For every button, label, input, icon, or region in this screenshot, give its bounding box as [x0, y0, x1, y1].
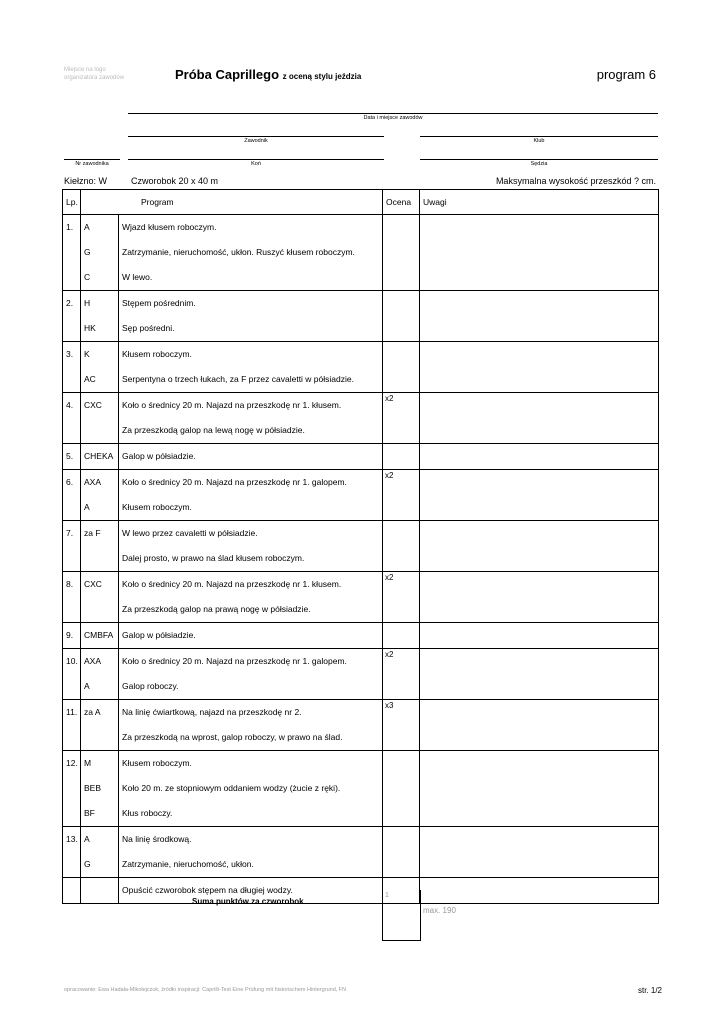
row-number — [63, 572, 81, 623]
row-number — [63, 521, 81, 572]
score-multiplier: x3 — [385, 701, 394, 710]
score-cell[interactable] — [383, 470, 420, 521]
arena-letter — [81, 546, 118, 571]
table-row — [63, 342, 659, 393]
program-text: W lewo przez cavaletti w półsiadzie. — [122, 528, 258, 538]
score-cell[interactable] — [383, 215, 420, 291]
arena-letter: A — [84, 834, 90, 844]
table-row — [63, 827, 659, 878]
row-letters — [81, 623, 119, 649]
row-number-text: 13. — [66, 834, 78, 844]
row-number — [63, 470, 81, 521]
table-row — [63, 215, 659, 291]
row-program — [119, 623, 383, 649]
score-multiplier — [383, 827, 419, 828]
notes-cell[interactable] — [420, 215, 659, 291]
program-text: Za przeszkodą na wprost, galop roboczy, w prawo na ślad. — [122, 732, 343, 742]
program-text: Kłusem roboczym. — [122, 758, 192, 768]
arena-info: Czworobok 20 x 40 m — [131, 176, 219, 186]
score-cell[interactable] — [383, 521, 420, 572]
arena-letter: CMBFA — [84, 630, 114, 640]
arena-letter: G — [84, 247, 91, 257]
row-number-text: 8. — [66, 579, 74, 589]
arena-letter: BF — [84, 808, 95, 818]
row-number-text: 10. — [66, 656, 78, 666]
title-subtitle: z oceną stylu jeździa — [282, 72, 362, 81]
row-letters — [81, 470, 119, 521]
program-text: Zatrzymanie, nieruchomość, ukłon. — [122, 859, 254, 869]
notes-cell[interactable] — [420, 521, 659, 572]
score-cell[interactable] — [383, 751, 420, 827]
arena-letter — [81, 597, 118, 622]
row-number-text — [63, 878, 80, 903]
row-number — [63, 444, 81, 470]
score-cell[interactable] — [383, 700, 420, 751]
arena-letter: M — [84, 758, 92, 768]
page-number: str. 1/2 — [637, 986, 662, 995]
row-program — [119, 572, 383, 623]
score-cell[interactable] — [383, 827, 420, 878]
row-program — [119, 751, 383, 827]
arena-letter: BEB — [84, 783, 102, 793]
arena-letter: za A — [84, 707, 101, 717]
arena-letter: A — [84, 222, 90, 232]
program-text: W lewo. — [122, 272, 153, 282]
judge-label: Sędzia — [530, 161, 548, 167]
row-letters — [81, 751, 119, 827]
table-row — [63, 572, 659, 623]
program-text: Kłus roboczy. — [122, 808, 173, 818]
logo-placeholder: Miejsce na logo organizatora zawodów — [64, 67, 125, 81]
row-number-text: 9. — [66, 630, 74, 640]
row-number — [63, 827, 81, 878]
table-row — [63, 291, 659, 342]
arena-letter: AXA — [84, 477, 102, 487]
horse-line — [128, 159, 384, 160]
arena-letter: C — [84, 272, 91, 282]
row-number — [63, 878, 81, 904]
page-title — [175, 67, 361, 82]
max-height-info: Maksymalna wysokość przeszkód ? cm. — [495, 176, 656, 186]
notes-cell[interactable] — [420, 342, 659, 393]
date-place-label: Data i miejsce zawodów — [363, 115, 423, 121]
rider-label: Zawodnik — [244, 138, 268, 144]
row-program — [119, 470, 383, 521]
row-letters — [81, 215, 119, 291]
table-row — [63, 878, 659, 904]
notes-cell[interactable] — [420, 444, 659, 470]
row-letters — [81, 521, 119, 572]
arena-letter: G — [84, 859, 91, 869]
row-number — [63, 342, 81, 393]
score-cell[interactable] — [383, 649, 420, 700]
notes-cell[interactable] — [420, 827, 659, 878]
program-text: Sęp pośredni. — [122, 323, 175, 333]
table-row — [63, 623, 659, 649]
arena-letter: AC — [84, 374, 96, 384]
notes-cell[interactable] — [420, 470, 659, 521]
table-row — [63, 521, 659, 572]
program-text: Koło o średnicy 20 m. Najazd na przeszkodę nr 1. galopem. — [122, 477, 347, 487]
arena-letter: K — [84, 349, 90, 359]
row-program — [119, 215, 383, 291]
title-main: Próba Caprillego — [175, 67, 280, 82]
notes-cell[interactable] — [420, 623, 659, 649]
notes-cell[interactable] — [420, 700, 659, 751]
score-cell[interactable] — [383, 342, 420, 393]
arena-letter: za F — [84, 528, 101, 538]
arena-letter: CXC — [84, 400, 102, 410]
row-number-text: 1. — [66, 222, 74, 232]
arena-letter — [81, 418, 118, 443]
row-letters — [81, 342, 119, 393]
row-program — [119, 700, 383, 751]
row-letters — [81, 444, 119, 470]
program-text: Koło o średnicy 20 m. Najazd na przeszkodę nr 1. kłusem. — [122, 579, 342, 589]
program-text: Zatrzymanie, nieruchomość, ukłon. Ruszyć kłusem roboczym. — [122, 247, 355, 257]
score-multiplier — [383, 521, 419, 522]
score-multiplier — [383, 444, 419, 445]
score-multiplier — [383, 342, 419, 343]
row-program — [119, 393, 383, 444]
row-program — [119, 827, 383, 878]
table-row — [63, 393, 659, 444]
bit-info: Kiełzno: W — [64, 176, 108, 186]
table-row — [63, 751, 659, 827]
score-cell[interactable] — [383, 393, 420, 444]
header-program: Program — [81, 190, 383, 215]
notes-cell[interactable] — [420, 393, 659, 444]
arena-letter: A — [84, 502, 90, 512]
rider-line — [128, 136, 384, 137]
table-header-row — [63, 190, 659, 215]
arena-letter — [81, 725, 118, 750]
row-letters — [81, 393, 119, 444]
score-multiplier: x2 — [385, 394, 394, 403]
arena-letter: HK — [84, 323, 96, 333]
score-cell[interactable] — [383, 572, 420, 623]
program-text: Koło o średnicy 20 m. Najazd na przeszkodę nr 1. kłusem. — [122, 400, 342, 410]
program-text: Galop roboczy. — [122, 681, 179, 691]
arena-letter: CXC — [84, 579, 102, 589]
club-label: Klub — [533, 138, 545, 144]
date-place-line — [128, 113, 658, 114]
row-number — [63, 215, 81, 291]
program-text: Galop w półsiadzie. — [122, 630, 196, 640]
row-program — [119, 649, 383, 700]
arena-letter: AXA — [84, 656, 102, 666]
score-multiplier: x2 — [385, 650, 394, 659]
score-multiplier — [383, 623, 419, 624]
sum-box-number: 1 — [385, 892, 389, 899]
score-multiplier — [383, 878, 419, 879]
row-number-text: 6. — [66, 477, 74, 487]
row-number — [63, 649, 81, 700]
header-score: Ocena — [383, 190, 420, 215]
row-letters — [81, 291, 119, 342]
row-number — [63, 393, 81, 444]
notes-cell[interactable] — [420, 649, 659, 700]
row-letters — [81, 827, 119, 878]
row-letters — [81, 700, 119, 751]
score-multiplier — [383, 215, 419, 216]
program-text: Na linię ćwiartkową, najazd na przeszkodę nr 2. — [122, 707, 302, 717]
row-number — [63, 751, 81, 827]
program-table — [62, 189, 659, 904]
header-lp: Lp. — [63, 190, 81, 215]
arena-letter — [81, 878, 118, 903]
row-number-text: 7. — [66, 528, 74, 538]
club-line — [420, 136, 658, 137]
table-row — [63, 444, 659, 470]
row-letters — [81, 878, 119, 904]
table-row — [63, 700, 659, 751]
score-multiplier — [383, 751, 419, 752]
row-number-text: 2. — [66, 298, 74, 308]
program-text: Dalej prosto, w prawo na ślad kłusem roboczym. — [122, 553, 305, 563]
score-multiplier: x2 — [385, 471, 394, 480]
program-text: Za przeszkodą galop na prawą nogę w półsiadzie. — [122, 604, 311, 614]
header-notes: Uwagi — [420, 190, 659, 215]
program-text: Koło 20 m. ze stopniowym oddaniem wodzy (żucie z ręki). — [122, 783, 341, 793]
row-letters — [81, 572, 119, 623]
program-text: Na linię środkową. — [122, 834, 192, 844]
judge-line — [420, 159, 658, 160]
row-number-text: 5. — [66, 451, 74, 461]
row-number — [63, 700, 81, 751]
row-number — [63, 623, 81, 649]
row-number-text: 4. — [66, 400, 74, 410]
row-program — [119, 521, 383, 572]
notes-cell[interactable] — [420, 751, 659, 827]
program-text: Galop w półsiadzie. — [122, 451, 196, 461]
row-program — [119, 342, 383, 393]
notes-cell[interactable] — [420, 878, 659, 904]
table-row — [63, 470, 659, 521]
score-cell[interactable] — [383, 444, 420, 470]
rider-no-label: Nr zawodnika — [75, 161, 109, 167]
program-text: Koło o średnicy 20 m. Najazd na przeszkodę nr 1. galopem. — [122, 656, 347, 666]
program-text: Kłusem roboczym. — [122, 349, 192, 359]
program-text: Wjazd kłusem roboczym. — [122, 222, 217, 232]
row-number-text: 11. — [66, 707, 78, 717]
score-multiplier: x2 — [385, 573, 394, 582]
row-letters — [81, 649, 119, 700]
table-row — [63, 649, 659, 700]
horse-label: Koń — [251, 161, 261, 167]
score-cell[interactable] — [383, 291, 420, 342]
max-points: max. 190 — [423, 906, 456, 915]
score-multiplier — [383, 291, 419, 292]
row-program — [119, 444, 383, 470]
row-number-text: 3. — [66, 349, 74, 359]
program-text: Kłusem roboczym. — [122, 502, 192, 512]
program-text: Serpentyna o trzech łukach, za F przez cavaletti w półsiadzie. — [122, 374, 354, 384]
program-text: Opuścić czworobok stępem na długiej wodzy. — [122, 885, 293, 895]
sum-label: Suma punktów za czworobok — [192, 897, 304, 906]
arena-letter: A — [84, 681, 90, 691]
notes-cell[interactable] — [420, 572, 659, 623]
row-number-text: 12. — [66, 758, 78, 768]
notes-cell[interactable] — [420, 291, 659, 342]
footer-credit: opracowanie: Ewa Hadała-Mikołejczuk, źródło inspiracji: Caprilli-Test Eine Prüfung mit historischem Hintergrund, FN — [64, 987, 347, 993]
rider-no-line — [64, 159, 120, 160]
program-text: Stępem pośrednim. — [122, 298, 196, 308]
arena-letter: H — [84, 298, 91, 308]
arena-letter: CHEKA — [84, 451, 114, 461]
row-number — [63, 291, 81, 342]
row-program — [119, 291, 383, 342]
score-cell[interactable] — [383, 623, 420, 649]
program-number: program 6 — [596, 67, 656, 82]
program-text: Za przeszkodą galop na lewą nogę w półsiadzie. — [122, 425, 305, 435]
